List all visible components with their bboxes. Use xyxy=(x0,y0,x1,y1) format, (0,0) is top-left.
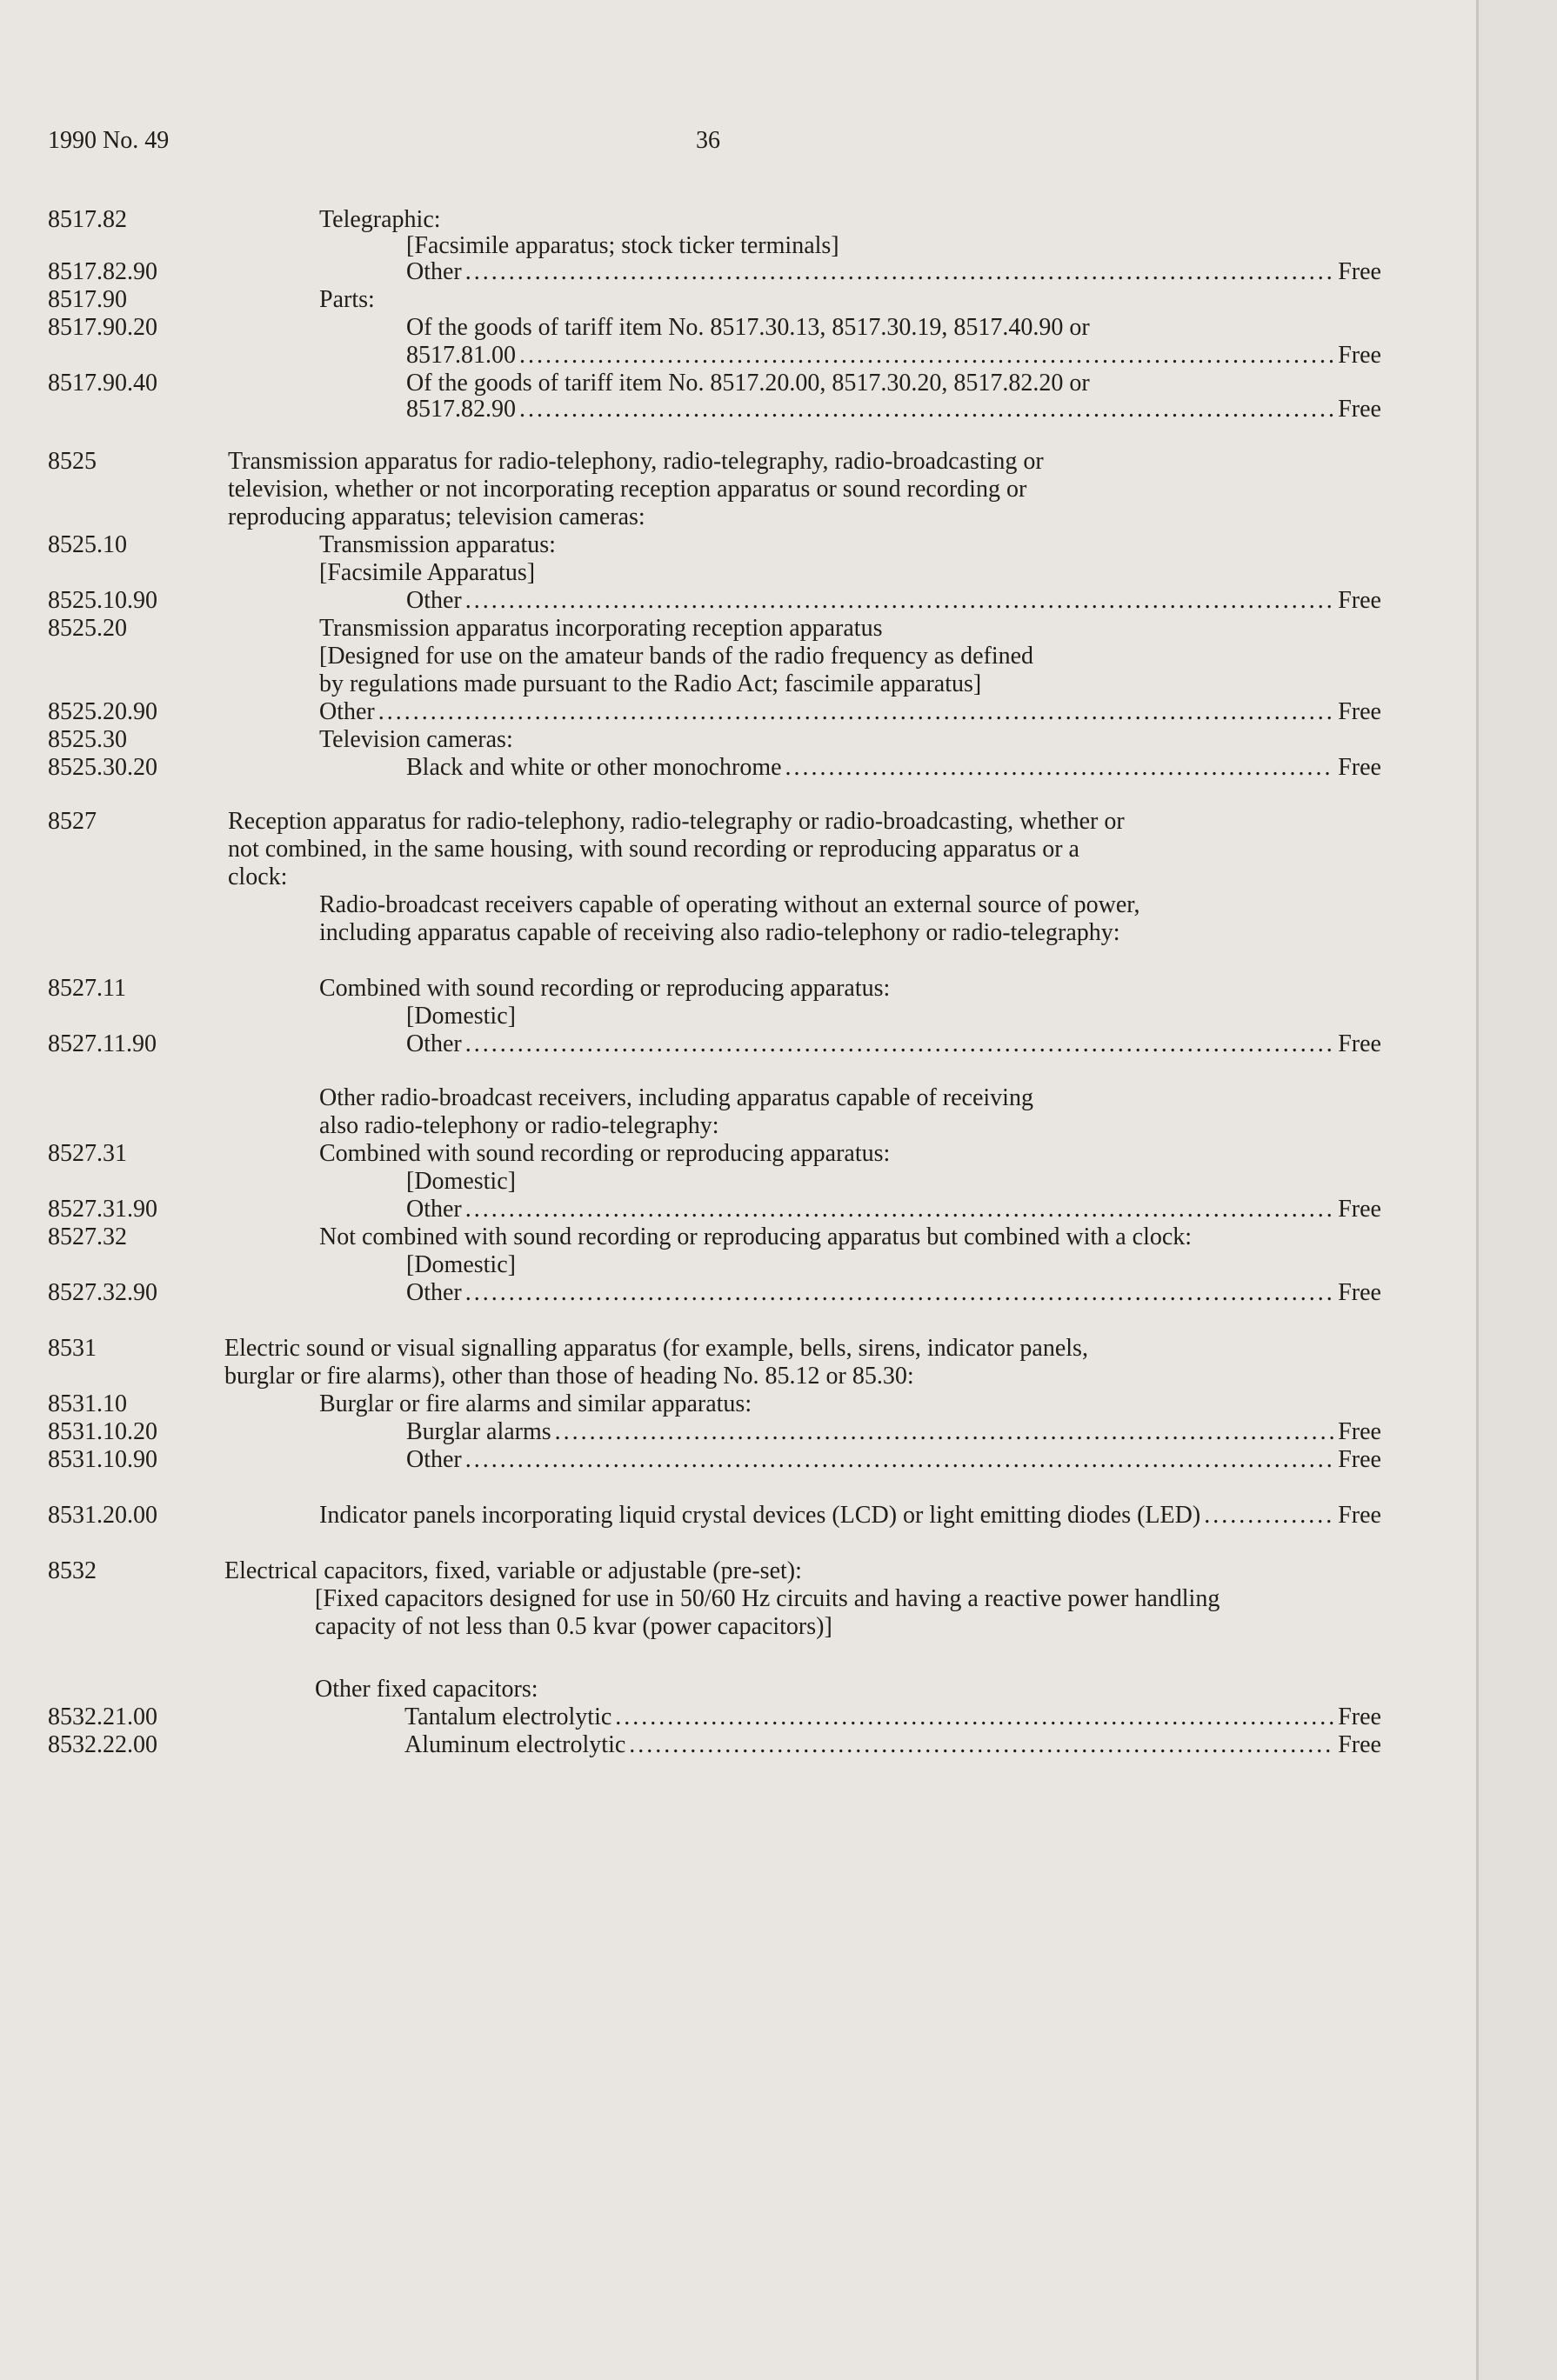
description: Of the goods of tariff item No. 8517.30.13, 8517.30.19, 8517.40.90 or xyxy=(406,314,1090,341)
tariff-code: 8531 xyxy=(48,1335,97,1362)
leader-line xyxy=(406,1445,1381,1475)
leader-dots xyxy=(555,1417,1335,1447)
duty-rate: Free xyxy=(1338,396,1381,423)
description: 8517.81.00 xyxy=(406,342,516,369)
duty-rate: Free xyxy=(1338,1446,1381,1473)
leader-dots xyxy=(785,753,1335,783)
description: reproducing apparatus; television cameras: xyxy=(228,503,645,530)
description: also radio-telephony or radio-telegraphy: xyxy=(319,1112,719,1139)
description: 8517.82.90 xyxy=(406,396,516,423)
tariff-code: 8532.21.00 xyxy=(48,1703,157,1730)
leader-line xyxy=(406,1417,1381,1447)
leader-dots xyxy=(519,341,1334,370)
leader-line xyxy=(406,1030,1381,1059)
tariff-code: 8525.10 xyxy=(48,531,127,558)
description: television, whether or not incorporating reception apparatus or sound recording or xyxy=(228,476,1027,503)
description: by regulations made pursuant to the Radio Act; fascimile apparatus] xyxy=(319,670,982,697)
tariff-code: 8532 xyxy=(48,1557,97,1584)
description: Transmission apparatus: xyxy=(319,531,556,558)
tariff-code: 8517.90.40 xyxy=(48,370,157,397)
leader-line xyxy=(319,697,1381,727)
tariff-code: 8527 xyxy=(48,808,97,835)
tariff-code: 8527.32.90 xyxy=(48,1279,157,1306)
leader-line xyxy=(406,753,1381,783)
tariff-code: 8517.90 xyxy=(48,286,127,313)
description: Reception apparatus for radio-telephony, radio-telegraphy or radio-broadcasting, whether or xyxy=(228,808,1125,835)
tariff-code: 8517.82.90 xyxy=(48,258,157,285)
leader-line xyxy=(406,586,1381,616)
tariff-code: 8517.90.20 xyxy=(48,314,157,341)
leader-line xyxy=(406,341,1381,370)
description: not combined, in the same housing, with sound recording or reproducing apparatus or a xyxy=(228,836,1079,863)
description: including apparatus capable of receiving also radio-telephony or radio-telegraphy: xyxy=(319,919,1120,946)
leader-line xyxy=(406,257,1381,287)
description: Other xyxy=(406,587,462,614)
description: Parts: xyxy=(319,286,375,313)
tariff-code: 8527.31.90 xyxy=(48,1196,157,1223)
running-header: 1990 No. 49 xyxy=(48,127,170,154)
leader-dots xyxy=(465,257,1334,287)
description: Combined with sound recording or reproducing apparatus: xyxy=(319,975,891,1002)
duty-rate: Free xyxy=(1338,587,1381,614)
page-number: 36 xyxy=(696,127,720,154)
leader-line xyxy=(404,1730,1381,1760)
duty-rate: Free xyxy=(1338,1196,1381,1223)
duty-rate: Free xyxy=(1338,1703,1381,1730)
description: Other fixed capacitors: xyxy=(315,1676,538,1703)
description: Telegraphic: xyxy=(319,206,441,233)
description: [Facsimile Apparatus] xyxy=(319,559,536,586)
description: Electric sound or visual signalling apparatus (for example, bells, sirens, indicator panels, xyxy=(224,1335,1088,1362)
leader-dots xyxy=(519,395,1334,424)
description: Other xyxy=(319,698,375,725)
tariff-code: 8525.30.20 xyxy=(48,754,157,781)
tariff-code: 8525.30 xyxy=(48,726,127,753)
description: Tantalum electrolytic xyxy=(404,1703,612,1730)
leader-line xyxy=(406,1195,1381,1224)
leader-line xyxy=(406,1278,1381,1308)
leader-dots xyxy=(465,1445,1334,1475)
tariff-code: 8527.31 xyxy=(48,1140,127,1167)
description: Television cameras: xyxy=(319,726,513,753)
description: Other xyxy=(406,258,462,285)
description: clock: xyxy=(228,863,288,890)
duty-rate: Free xyxy=(1338,1279,1381,1306)
page-edge xyxy=(1479,0,1557,2380)
tariff-code: 8527.11 xyxy=(48,975,126,1002)
tariff-code: 8525 xyxy=(48,448,97,475)
tariff-code: 8525.20 xyxy=(48,615,127,642)
leader-line xyxy=(404,1703,1381,1732)
description: Burglar alarms xyxy=(406,1418,551,1445)
description: Other xyxy=(406,1030,462,1057)
tariff-code: 8525.20.90 xyxy=(48,698,157,725)
leader-dots xyxy=(378,697,1334,727)
description: capacity of not less than 0.5 kvar (power capacitors)] xyxy=(315,1613,832,1640)
duty-rate: Free xyxy=(1338,258,1381,285)
leader-dots xyxy=(465,1195,1334,1224)
tariff-code: 8527.32 xyxy=(48,1223,127,1250)
tariff-code: 8531.10.90 xyxy=(48,1446,157,1473)
description: Other xyxy=(406,1446,462,1473)
tariff-code: 8531.10.20 xyxy=(48,1418,157,1445)
description: burglar or fire alarms), other than those of heading No. 85.12 or 85.30: xyxy=(224,1363,914,1390)
description: Burglar or fire alarms and similar apparatus: xyxy=(319,1390,752,1417)
description: Other xyxy=(406,1196,462,1223)
duty-rate: Free xyxy=(1338,342,1381,369)
tariff-code: 8532.22.00 xyxy=(48,1731,157,1758)
leader-line xyxy=(319,1501,1381,1530)
description: Other xyxy=(406,1279,462,1306)
leader-dots xyxy=(1204,1501,1334,1530)
description: Other radio-broadcast receivers, including apparatus capable of receiving xyxy=(319,1084,1033,1111)
description: [Domestic] xyxy=(406,1251,516,1278)
tariff-code: 8517.82 xyxy=(48,206,127,233)
leader-dots xyxy=(465,1278,1334,1308)
description: Indicator panels incorporating liquid crystal devices (LCD) or light emitting diodes (LED) xyxy=(319,1502,1201,1529)
description: Of the goods of tariff item No. 8517.20.00, 8517.30.20, 8517.82.20 or xyxy=(406,370,1090,397)
description: Transmission apparatus incorporating reception apparatus xyxy=(319,615,883,642)
tariff-code: 8527.11.90 xyxy=(48,1030,157,1057)
description: Electrical capacitors, fixed, variable or adjustable (pre-set): xyxy=(224,1557,802,1584)
description: Combined with sound recording or reproducing apparatus: xyxy=(319,1140,891,1167)
description: [Domestic] xyxy=(406,1003,516,1030)
duty-rate: Free xyxy=(1338,1731,1381,1758)
leader-dots xyxy=(465,586,1334,616)
tariff-code: 8525.10.90 xyxy=(48,587,157,614)
description: Radio-broadcast receivers capable of operating without an external source of power, xyxy=(319,891,1140,918)
duty-rate: Free xyxy=(1338,754,1381,781)
description: Black and white or other monochrome xyxy=(406,754,782,781)
description: [Fixed capacitors designed for use in 50/60 Hz circuits and having a reactive power handling xyxy=(315,1585,1220,1612)
description: Transmission apparatus for radio-telephony, radio-telegraphy, radio-broadcasting or xyxy=(228,448,1044,475)
leader-dots xyxy=(629,1730,1334,1760)
tariff-code: 8531.10 xyxy=(48,1390,127,1417)
duty-rate: Free xyxy=(1338,1418,1381,1445)
description: [Domestic] xyxy=(406,1168,516,1195)
leader-dots xyxy=(465,1030,1334,1059)
leader-dots xyxy=(615,1703,1334,1732)
description: [Designed for use on the amateur bands of the radio frequency as defined xyxy=(319,643,1034,670)
duty-rate: Free xyxy=(1338,1502,1381,1529)
description: [Facsimile apparatus; stock ticker terminals] xyxy=(406,232,839,259)
leader-line xyxy=(406,395,1381,424)
duty-rate: Free xyxy=(1338,1030,1381,1057)
tariff-code: 8531.20.00 xyxy=(48,1502,157,1529)
description: Not combined with sound recording or reproducing apparatus but combined with a clock: xyxy=(319,1223,1193,1250)
description: Aluminum electrolytic xyxy=(404,1731,626,1758)
duty-rate: Free xyxy=(1338,698,1381,725)
